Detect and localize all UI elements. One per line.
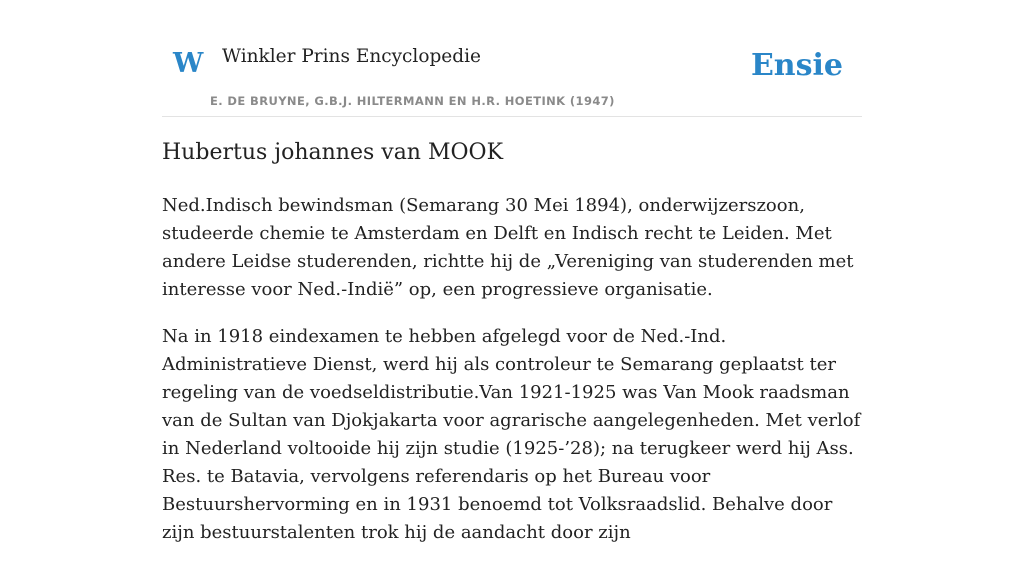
article-title: Hubertus johannes van MOOK xyxy=(162,140,503,165)
article-paragraph: Ned.Indisch bewindsman (Semarang 30 Mei 1894), onderwijzerszoon, studeerde chemie te Amsterdam en Delft en Indisch recht te Leiden. Met andere Leidse studerenden, richtte hij de „Vereniging van studerenden met interesse voor Ned.-Indië” op, een progressieve organisatie. xyxy=(162,195,854,300)
article-paragraph: Na in 1918 eindexamen te hebben afgelegd voor de Ned.-Ind. Administratieve Dienst, werd hij als controleur te Semarang geplaatst ter regeling van de voedseldistributie.Van 1921-1925 was Van Mook raadsman van de Sultan van Djokjakarta voor agrarische aangelegenheden. Met verlof in Nederland voltooide hij zijn studie (1925-’28); na terugkeer werd hij Ass. Res. te Batavia, vervolgens referendaris op het Bureau voor Bestuurshervorming en in 1931 benoemd tot Volksraadslid. Behalve door zijn bestuurstalenten trok hij de aandacht door zijn xyxy=(162,326,861,543)
article-body xyxy=(162,192,862,566)
site-header xyxy=(162,0,862,117)
winkler-prins-logo[interactable]: W xyxy=(173,48,204,79)
publication-title[interactable]: Winkler Prins Encyclopedie xyxy=(222,46,481,67)
ensie-logo-link[interactable]: Ensie xyxy=(750,48,843,83)
publication-authors: E. DE BRUYNE, G.B.J. HILTERMANN EN H.R. HOETINK (1947) xyxy=(210,94,615,108)
